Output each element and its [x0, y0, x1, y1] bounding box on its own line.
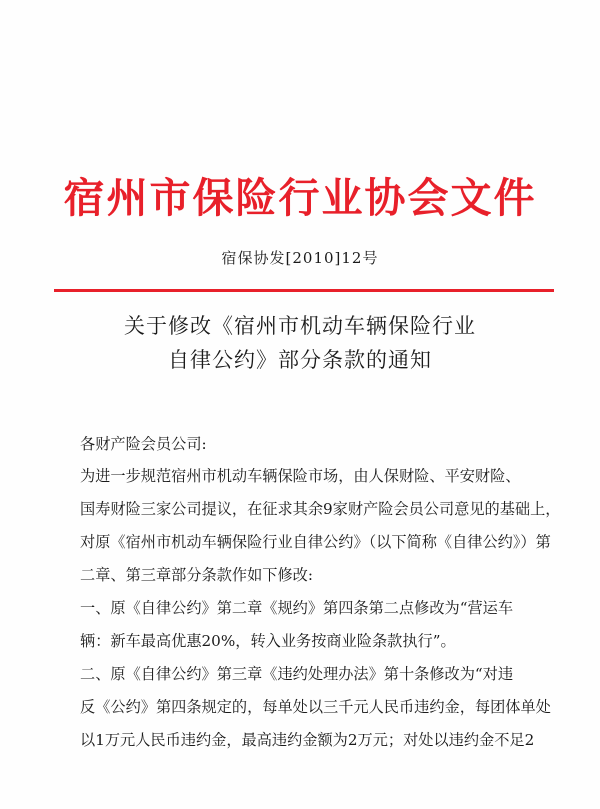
body-line-4: 二章、第三章部分条款作如下修改:: [80, 566, 313, 584]
body-line-2: 国寿财险三家公司提议，在征求其余9家财产险会员公司意见的基础上，: [80, 500, 561, 518]
body-line-1: 为进一步规范宿州市机动车辆保险市场，由人保财险、平安财险、: [80, 467, 521, 485]
body-line-7: 二、原《自律公约》第三章《违约处理办法》第十条修改为“对违: [80, 665, 514, 683]
notice-title-line-1: 关于修改《宿州市机动车辆保险行业: [124, 314, 476, 338]
body-line-3: 对原《宿州市机动车辆保险行业自律公约》（以下简称《自律公约》）第: [80, 533, 551, 551]
document-number: 宿保协发[2010]12号: [221, 249, 379, 267]
body-line-5: 一、原《自律公约》第二章《规约》第四条第二点修改为“营运车: [80, 599, 514, 617]
salutation: 各财产险会员公司:: [80, 435, 207, 453]
body-line-6: 辆：新车最高优惠20%，转入业务按商业险条款执行”。: [80, 632, 456, 650]
body-line-8: 反《公约》第四条规定的，每单处以三千元人民币违约金，每团体单处: [80, 698, 551, 716]
notice-title-line-2: 自律公约》部分条款的通知: [168, 348, 432, 372]
org-document-title: 宿州市保险行业协会文件: [63, 174, 537, 222]
body-line-9: 以1万元人民币违约金，最高违约金额为2万元；对处以违约金不足2: [80, 731, 535, 749]
red-divider-line: [54, 289, 554, 292]
